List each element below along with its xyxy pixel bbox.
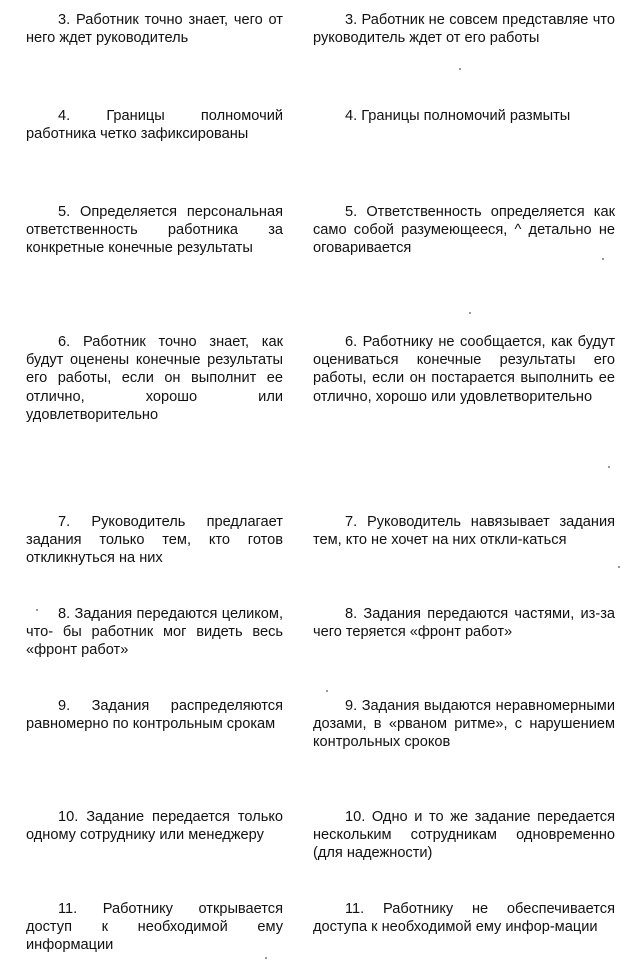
row-3-left-text: 3. Работник точно знает, чего от него ждет руководитель	[26, 12, 283, 47]
scan-speck	[326, 690, 328, 692]
scan-speck	[608, 466, 610, 468]
scan-speck	[618, 566, 620, 568]
row-4-right-text: 4. Границы полномочий размыты	[345, 108, 571, 124]
scan-speck	[265, 957, 267, 959]
row-9-right-text: 9. Задания выдаются неравномерными дозами, в «рваном ритме», с нарушением контрольных сроков	[313, 698, 615, 751]
row-6-right-text: 6. Работнику не сообщается, как будут оцениваться конечные результаты его работы, если он постарается выполнить ее отлично, хорошо или удовлетворительно	[313, 334, 615, 405]
row-4-left-text: 4. Границы полномочий работника четко зафиксированы	[26, 108, 283, 143]
row-8-left-text: 8. Задания передаются целиком, что- бы работник мог видеть весь «фронт работ»	[26, 606, 283, 659]
scan-speck	[459, 68, 461, 70]
row-10-right-text: 10. Одно и то же задание передается нескольким сотрудникам одновременно (для надежности)	[313, 809, 615, 862]
scan-speck	[602, 258, 604, 260]
row-8-right-text: 8. Задания передаются частями, из-за чего теряется «фронт работ»	[313, 606, 615, 641]
row-3-right-text: 3. Работник не совсем представляе что руководитель ждет от его работы	[313, 12, 615, 47]
row-11-left-text: 11. Работнику открывается доступ к необходимой ему информации	[26, 901, 283, 954]
row-5-right-text: 5. Ответственность определяется как само собой разумеющееся, ^ детально не оговаривается	[313, 204, 615, 257]
row-7-left-text: 7. Руководитель предлагает задания только тем, кто готов откликнуться на них	[26, 514, 283, 567]
row-10-left-text: 10. Задание передается только одному сотруднику или менеджеру	[26, 809, 283, 844]
scan-speck	[469, 312, 471, 314]
row-7-right-text: 7. Руководитель навязывает задания тем, кто не хочет на них откли-каться	[313, 514, 615, 549]
row-5-left-text: 5. Определяется персональная ответственность работника за конкретные конечные результаты	[26, 204, 283, 257]
row-9-left-text: 9. Задания распределяются равномерно по контрольным срокам	[26, 698, 283, 733]
scan-speck	[36, 609, 38, 611]
row-6-left-text: 6. Работник точно знает, как будут оценены конечные результаты его работы, если он выполнит ее отлично, хорошо или удовлетворительно	[26, 334, 283, 423]
row-11-right-text: 11. Работнику не обеспечивается доступа к необходимой ему инфор-мации	[313, 901, 615, 936]
